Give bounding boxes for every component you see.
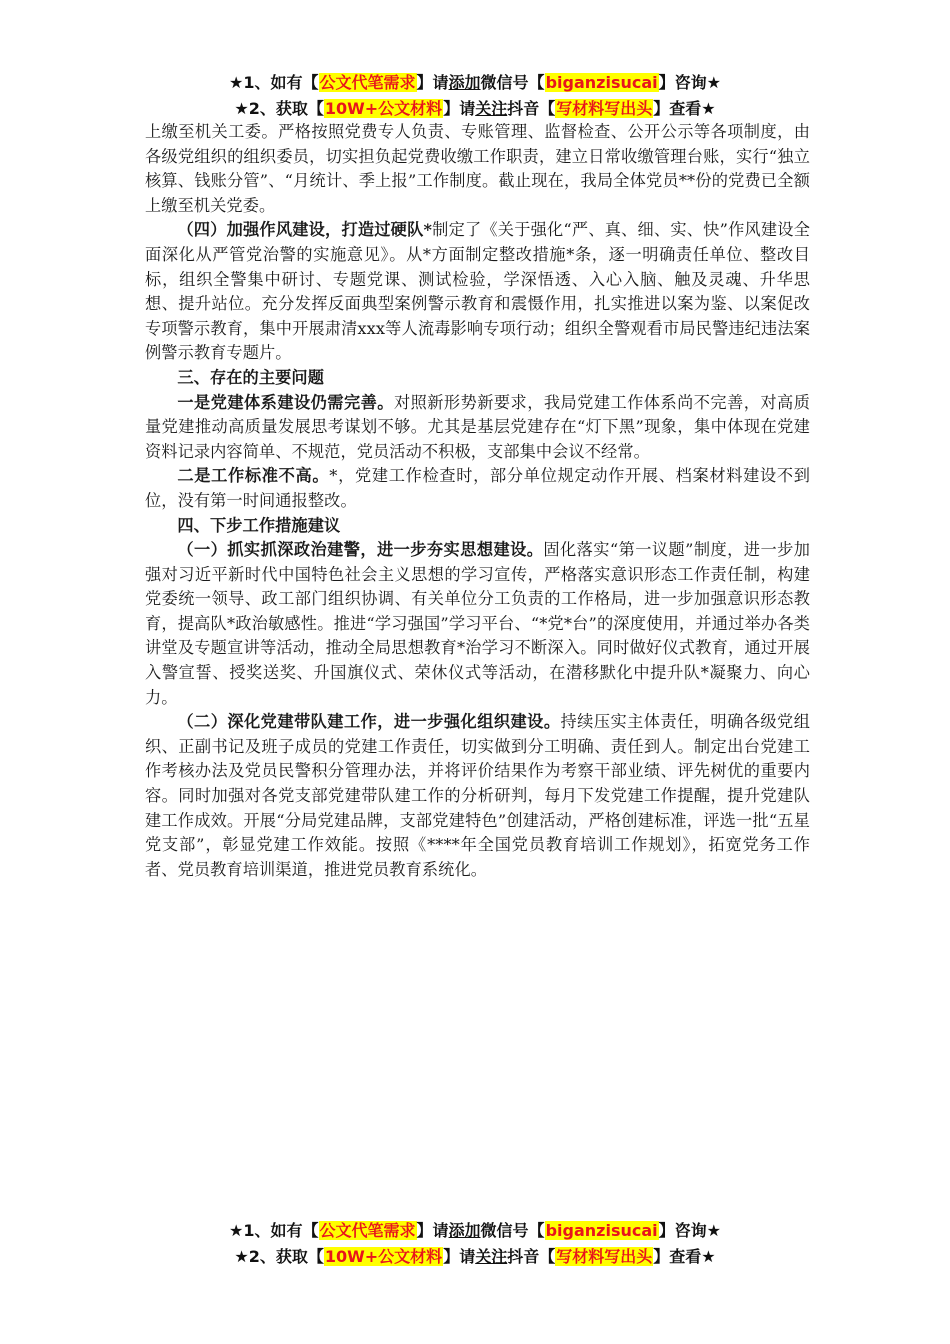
banner-text: 】请 — [443, 1247, 476, 1266]
banner-line-2 — [0, 1244, 950, 1270]
banner-text: 】查看★ — [653, 1247, 716, 1266]
banner-douyin-id: 写材料写出头 — [556, 99, 653, 118]
banner-text: ★1、如有【 — [229, 73, 319, 92]
banner-text: 】咨询★ — [658, 1221, 721, 1240]
banner-wechat-id: biganzisucai — [545, 73, 658, 92]
paragraph-text: 固化落实“第一议题”制度，进一步加强对习近平新时代中国特色社会主义思想的学习宣传，严格落实意识形态工作责任制，构建党委统一领导、政工部门组织协调、有关单位分工负责的工作格局，进一步加强意识形态教育，提高队*政治敏感性。推进“学习强国”学习平台、“*党*台”的深度使用，并通过举办各类讲堂及专题宣讲等活动，推动全局思想教育*治学习不断深入。同时做好仪式教育，通过开展入警宣誓、授奖送奖、升国旗仪式、荣休仪式等活动，在潜移默化中提升队*凝聚力、向心力。 — [145, 540, 811, 707]
paragraph-text: 对照新形势新要求，我局党建工作体系尚不完善，对高质量党建推动高质量发展思考谋划不够。尤其是基层党建存在“灯下黑”现象，集中体现在党建资料记录内容简单、不规范，党员活动不积极，支部集中会议不经常。 — [145, 392, 810, 461]
banner-underlined-text: 关注 — [475, 99, 508, 118]
banner-douyin-id: 写材料写出头 — [556, 1247, 653, 1266]
document-body — [145, 120, 810, 882]
footer-banner — [0, 1218, 950, 1270]
banner-text: 】请 — [416, 73, 449, 92]
paragraph — [145, 464, 810, 513]
banner-underlined-text: 关注 — [475, 1247, 508, 1266]
paragraph-text: 制定了《关于强化“严、真、细、实、快”作风建设全面深化从严管党治警的实施意见》。从*方面制定整改措施*条，逐一明确责任单位、整改目标，组织全警集中研讨、专题党课、测试检验，学深悟透、入心入脑、触及灵魂、升华思想、提升站位。充分发挥反面典型案例警示教育和震慑作用，扎实推进以案为鉴、以案促改专项警示教育，集中开展肃清xxx等人流毒影响专项行动；组织全警观看市局民警违纪违法案例警示教育专题片。 — [145, 220, 810, 363]
banner-text: ★2、获取【 — [234, 99, 324, 118]
paragraph-lead: （二）深化党建带队建工作，进一步强化组织建设。 — [177, 712, 561, 732]
banner-text: 】咨询★ — [658, 73, 721, 92]
banner-highlight: 10W+公文材料 — [324, 99, 443, 118]
paragraph-lead: 一是党建体系建设仍需完善。 — [177, 392, 394, 412]
paragraph-lead: 二是工作标准不高。 — [177, 466, 330, 486]
paragraph — [145, 538, 810, 710]
section-heading: 四、下步工作措施建议 — [177, 515, 341, 535]
banner-underlined-text: 添加 — [448, 73, 481, 92]
banner-highlight: 公文代笔需求 — [319, 73, 416, 92]
banner-line-1 — [0, 1218, 950, 1244]
header-banner — [0, 70, 950, 122]
banner-highlight: 10W+公文材料 — [324, 1247, 443, 1266]
banner-text: 】查看★ — [653, 99, 716, 118]
banner-text: 微信号【 — [480, 73, 545, 92]
paragraph-text: 持续压实主体责任，明确各级党组织、正副书记及班子成员的党建工作责任，切实做到分工明确、责任到人。制定出台党建工作考核办法及党员民警积分管理办法，并将评价结果作为考察干部业绩、评先树优的重要内容。同时加强对各党支部党建带队建工作的分析研判，每月下发党建工作提醒，提升党建队建工作成效。开展“分局党建品牌，支部党建特色”创建活动，严格创建标准，评选一批“五星党支部”，彰显党建工作效能。按照《****年全国党员教育培训工作规划》，拓宽党务工作者、党员教育培训渠道，推进党员教育系统化。 — [145, 712, 810, 879]
banner-text: 抖音【 — [507, 1247, 556, 1266]
paragraph-text: 上缴至机关工委。严格按照党费专人负责、专账管理、监督检查、公开公示等各项制度，由各级党组织的组织委员，切实担负起党费收缴工作职责，建立日常收缴管理台账，实行“独立核算、钱账分管”、“月统计、季上报”工作制度。截止现在，我局全体党员**份的党费已全额上缴至机关党委。 — [145, 122, 810, 215]
banner-text: 抖音【 — [507, 99, 556, 118]
banner-text: 】请 — [443, 99, 476, 118]
section-heading: 三、存在的主要问题 — [177, 367, 324, 387]
paragraph-lead: （一）抓实抓深政治建警，进一步夯实思想建设。 — [177, 540, 544, 560]
paragraph — [145, 218, 810, 366]
banner-text: ★1、如有【 — [229, 1221, 319, 1240]
paragraph-text: *，党建工作检查时，部分单位规定动作开展、档案材料建设不到位，没有第一时间通报整改。 — [145, 466, 810, 510]
banner-line-2 — [0, 96, 950, 122]
banner-underlined-text: 添加 — [448, 1221, 481, 1240]
banner-text: 微信号【 — [480, 1221, 545, 1240]
banner-wechat-id: biganzisucai — [545, 1221, 658, 1240]
banner-highlight: 公文代笔需求 — [319, 1221, 416, 1240]
paragraph — [145, 391, 810, 465]
banner-text: 】请 — [416, 1221, 449, 1240]
banner-text: ★2、获取【 — [234, 1247, 324, 1266]
paragraph — [145, 710, 810, 882]
paragraph-lead: （四）加强作风建设，打造过硬队* — [177, 220, 433, 240]
banner-line-1 — [0, 70, 950, 96]
paragraph — [145, 120, 810, 218]
